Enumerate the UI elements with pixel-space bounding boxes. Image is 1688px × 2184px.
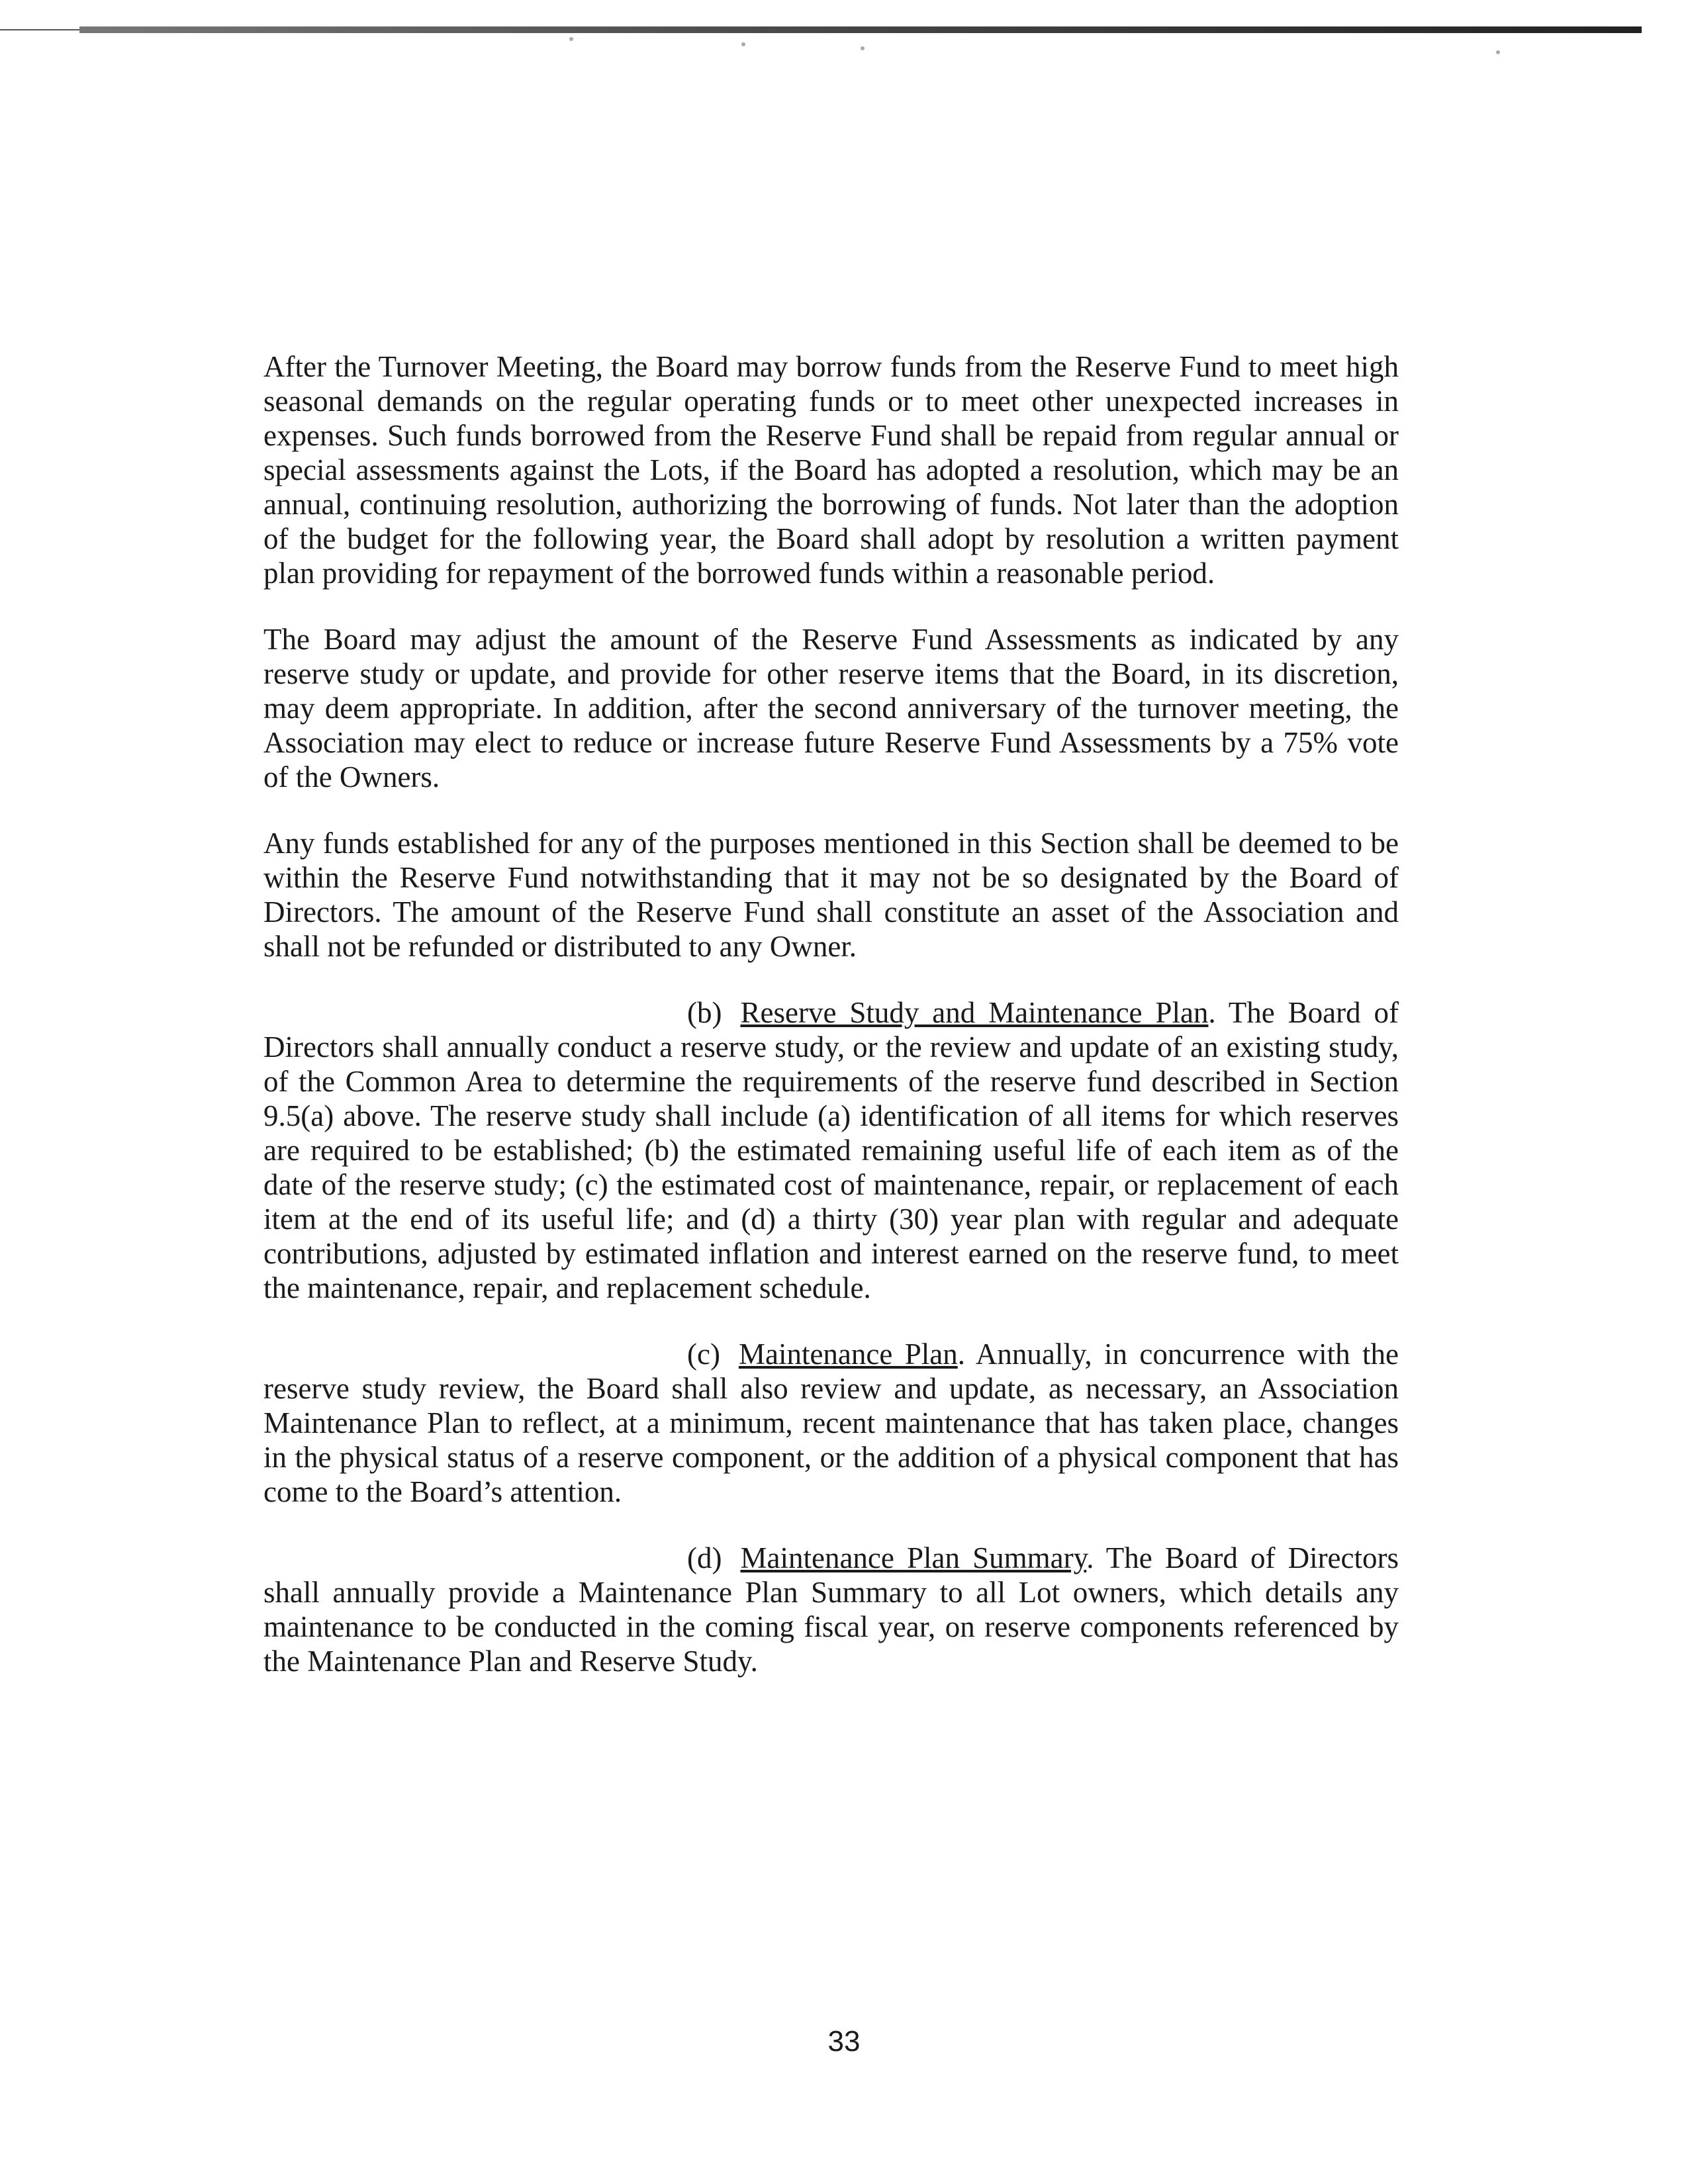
subsection-b-heading: Reserve Study and Maintenance Plan — [740, 996, 1209, 1029]
subsection-d-label: (d) — [687, 1541, 722, 1574]
paragraph-reserve-fund-asset: Any funds established for any of the purposes mentioned in this Section shall be deemed to be within the Reserve Fund notwithstanding that it may not be so designated by the Board of Directors. The amount of the Reserve Fund shall constitute an asset of the Association and shall not be refunded or distributed to any Owner. — [263, 827, 1399, 963]
subsection-d-heading: Maintenance Plan Summary — [740, 1541, 1087, 1574]
paragraph-adjust-assessments: The Board may adjust the amount of the Reserve Fund Assessments as indicated by any reserve study or update, and provide for other reserve items that the Board, in its discretion, may deem appropriate. In addition, after the second anniversary of the turnover meeting, the Association may elect to reduce or increase future Reserve Fund Assessments by a 75% vote of the Owners. — [263, 623, 1399, 794]
subsection-d-text: . The Board of Directors shall annually provide a Maintenance Plan Summary to all Lot owners, which details any maintenance to be conducted in the coming fiscal year, on reserve components referenced by the Maintenance Plan and Reserve Study. — [263, 1541, 1399, 1678]
document-body — [263, 349, 1399, 1710]
subsection-b — [263, 995, 1399, 1305]
scan-artifact-bar — [79, 26, 1642, 33]
subsection-c-text: . Annually, in concurrence with the reserve study review, the Board shall also review and update, as necessary, an Association Maintenance Plan to reflect, at a minimum, recent maintenance that has taken place, changes in the physical status of a reserve component, or the addition of a physical component that has come to the Board’s attention. — [263, 1338, 1399, 1508]
subsection-b-label: (b) — [687, 996, 722, 1029]
paragraph-borrowing: After the Turnover Meeting, the Board may borrow funds from the Reserve Fund to meet high seasonal demands on the regular operating funds or to meet other unexpected increases in expenses. Such funds borrowed from the Reserve Fund shall be repaid from regular annual or special assessments against the Lots, if the Board has adopted a resolution, which may be an annual, continuing resolution, authorizing the borrowing of funds. Not later than the adoption of the budget for the following year, the Board shall adopt by resolution a written payment plan providing for repayment of the borrowed funds within a reasonable period. — [263, 350, 1399, 590]
scan-noise-dot — [569, 37, 573, 41]
scan-noise-dot — [1496, 50, 1500, 54]
subsection-d — [263, 1541, 1399, 1678]
scan-noise-dot — [861, 46, 865, 50]
subsection-c-heading: Maintenance Plan — [738, 1338, 958, 1371]
subsection-b-text: . The Board of Directors shall annually conduct a reserve study, or the review and update of an existing study, of the Common Area to determine the requirements of the reserve fund described in Section 9.5(a) above. The reserve study shall include (a) identification of all items for which reserves are required to be established; (b) the estimated remaining useful life of each item as of the date of the reserve study; (c) the estimated cost of maintenance, repair, or replacement of each item at the end of its useful life; and (d) a thirty (30) year plan with regular and adequate contributions, adjusted by estimated inflation and interest earned on the reserve fund, to meet the maintenance, repair, and replacement schedule. — [263, 996, 1399, 1304]
subsection-c — [263, 1337, 1399, 1509]
page-number: 33 — [827, 2025, 861, 2058]
subsection-c-label: (c) — [687, 1338, 720, 1371]
scan-noise-dot — [741, 42, 745, 46]
